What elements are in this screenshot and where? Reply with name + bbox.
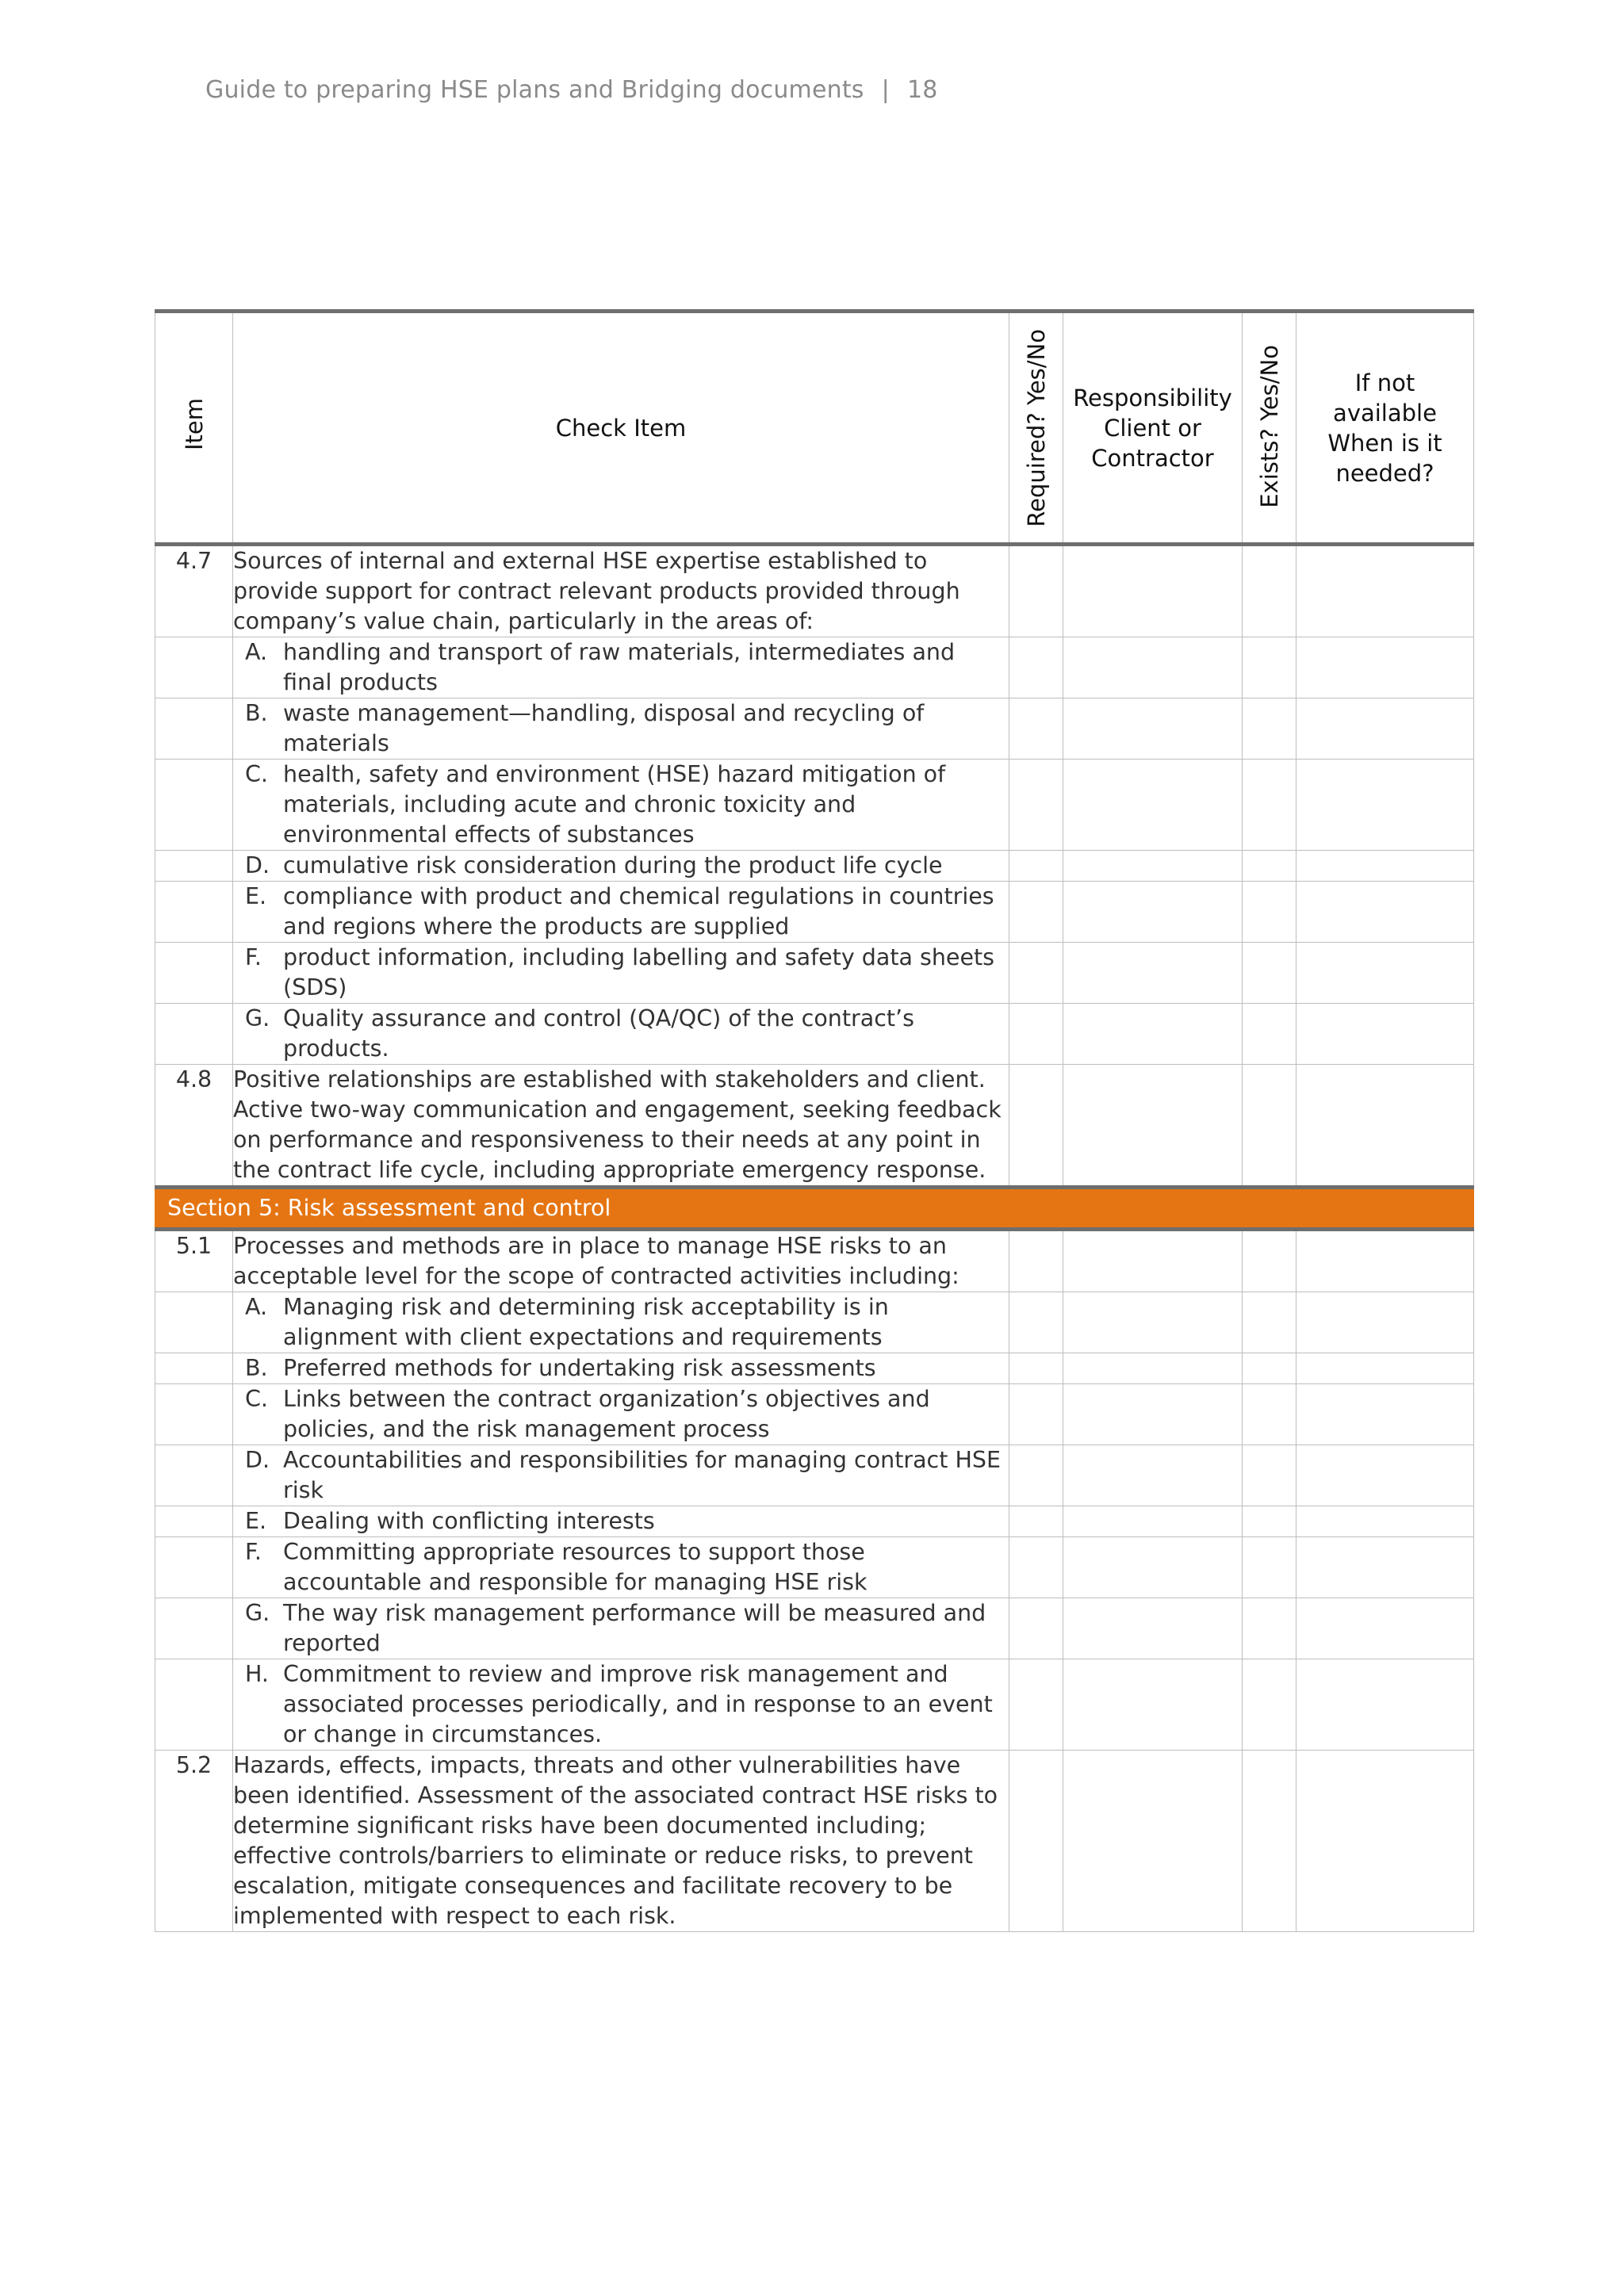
item-number xyxy=(155,1004,233,1065)
exists-cell[interactable] xyxy=(1243,1751,1297,1932)
item-number: 5.1 xyxy=(155,1230,233,1292)
table-row xyxy=(155,1445,1474,1506)
table-row xyxy=(155,1598,1474,1659)
sub-item-letter: B. xyxy=(245,1355,268,1381)
if-not-available-cell[interactable] xyxy=(1297,1353,1474,1384)
required-cell[interactable] xyxy=(1009,1004,1063,1065)
column-header-check-item: Check Item xyxy=(233,312,1009,545)
table-row xyxy=(155,1537,1474,1598)
check-sub-item xyxy=(233,1537,1009,1598)
required-cell[interactable] xyxy=(1009,1292,1063,1353)
required-cell[interactable] xyxy=(1009,1506,1063,1537)
required-cell[interactable] xyxy=(1009,1445,1063,1506)
item-number xyxy=(155,1598,233,1659)
responsibility-cell[interactable] xyxy=(1063,1751,1243,1932)
sub-item-text: compliance with product and chemical regulations in countries and regions where the products are supplied xyxy=(283,883,994,939)
running-header xyxy=(205,76,938,104)
responsibility-cell[interactable] xyxy=(1063,1353,1243,1384)
responsibility-cell[interactable] xyxy=(1063,637,1243,698)
exists-cell[interactable] xyxy=(1243,1659,1297,1751)
sub-item-text: health, safety and environment (HSE) hazard mitigation of materials, including acute and chronic toxicity and environmental effects of substances xyxy=(283,761,946,848)
sub-item-text: Quality assurance and control (QA/QC) of the contract’s products. xyxy=(283,1005,914,1062)
if-not-available-cell[interactable] xyxy=(1297,545,1474,637)
section-5-band xyxy=(155,1188,1474,1230)
sub-item-text: handling and transport of raw materials, intermediates and final products xyxy=(283,639,956,695)
sub-item-letter: A. xyxy=(245,639,268,665)
check-sub-item xyxy=(233,1353,1009,1384)
section-4-rows xyxy=(155,545,1474,1932)
item-number: 4.7 xyxy=(155,545,233,637)
responsibility-cell[interactable] xyxy=(1063,1598,1243,1659)
sub-item-letter: E. xyxy=(245,883,267,909)
check-sub-item xyxy=(233,1506,1009,1537)
column-header-if-not-available: If not available When is it needed? xyxy=(1297,312,1474,545)
item-number xyxy=(155,637,233,698)
item-number xyxy=(155,760,233,851)
exists-cell[interactable] xyxy=(1243,851,1297,882)
sub-item-letter: F. xyxy=(245,944,262,970)
exists-cell[interactable] xyxy=(1243,882,1297,943)
column-header-required: Required? Yes/No xyxy=(1009,312,1063,545)
check-sub-item xyxy=(233,1004,1009,1065)
sub-item-text: product information, including labelling and safety data sheets (SDS) xyxy=(283,944,995,1001)
required-cell[interactable] xyxy=(1009,1659,1063,1751)
required-cell[interactable] xyxy=(1009,1537,1063,1598)
table-row xyxy=(155,943,1474,1004)
exists-cell[interactable] xyxy=(1243,1598,1297,1659)
sub-item-letter: H. xyxy=(245,1661,269,1687)
required-cell[interactable] xyxy=(1009,1230,1063,1292)
responsibility-cell[interactable] xyxy=(1063,943,1243,1004)
table-row xyxy=(155,1353,1474,1384)
sub-item-letter: D. xyxy=(245,852,270,878)
table-row xyxy=(155,1659,1474,1751)
check-sub-item xyxy=(233,1445,1009,1506)
responsibility-cell[interactable] xyxy=(1063,851,1243,882)
exists-cell[interactable] xyxy=(1243,1537,1297,1598)
if-not-available-cell[interactable] xyxy=(1297,760,1474,851)
required-cell[interactable] xyxy=(1009,882,1063,943)
if-not-available-cell[interactable] xyxy=(1297,943,1474,1004)
responsibility-cell[interactable] xyxy=(1063,545,1243,637)
check-sub-item xyxy=(233,1598,1009,1659)
responsibility-cell[interactable] xyxy=(1063,698,1243,760)
table-row xyxy=(155,1751,1474,1932)
check-sub-item xyxy=(233,637,1009,698)
required-cell[interactable] xyxy=(1009,1065,1063,1188)
check-sub-item xyxy=(233,851,1009,882)
sub-item-letter: C. xyxy=(245,761,268,787)
sub-item-letter: B. xyxy=(245,700,268,726)
if-not-available-cell[interactable] xyxy=(1297,1384,1474,1445)
if-not-available-cell[interactable] xyxy=(1297,1004,1474,1065)
if-not-available-cell[interactable] xyxy=(1297,1537,1474,1598)
exists-cell[interactable] xyxy=(1243,1004,1297,1065)
required-cell[interactable] xyxy=(1009,1353,1063,1384)
sub-item-text: cumulative risk consideration during the product life cycle xyxy=(283,852,943,878)
responsibility-cell[interactable] xyxy=(1063,1537,1243,1598)
exists-cell[interactable] xyxy=(1243,943,1297,1004)
column-header-responsibility: Responsibility Client or Contractor xyxy=(1063,312,1243,545)
responsibility-cell[interactable] xyxy=(1063,1004,1243,1065)
if-not-available-cell[interactable] xyxy=(1297,1751,1474,1932)
responsibility-cell[interactable] xyxy=(1063,1384,1243,1445)
exists-cell[interactable] xyxy=(1243,1065,1297,1188)
sub-item-letter: A. xyxy=(245,1294,268,1320)
sub-item-text: Dealing with conflicting interests xyxy=(283,1508,655,1534)
exists-cell[interactable] xyxy=(1243,1353,1297,1384)
item-number xyxy=(155,943,233,1004)
item-number xyxy=(155,882,233,943)
required-cell[interactable] xyxy=(1009,1751,1063,1932)
check-sub-item xyxy=(233,1659,1009,1751)
table-header-row xyxy=(155,312,1474,545)
section-5-title: Section 5: Risk assessment and control xyxy=(155,1188,1474,1230)
item-number xyxy=(155,698,233,760)
sub-item-letter: F. xyxy=(245,1539,262,1565)
check-sub-item xyxy=(233,1292,1009,1353)
sub-item-letter: G. xyxy=(245,1005,270,1031)
if-not-available-cell[interactable] xyxy=(1297,882,1474,943)
sub-item-text: Preferred methods for undertaking risk assessments xyxy=(283,1355,876,1381)
table-row xyxy=(155,698,1474,760)
table-row xyxy=(155,1004,1474,1065)
exists-cell[interactable] xyxy=(1243,1292,1297,1353)
required-cell[interactable] xyxy=(1009,760,1063,851)
check-item: Hazards, effects, impacts, threats and other vulnerabilities have been identified. Assessment of the associated contract HSE risks to determine significant risks have been documented including; effective controls/barriers to eliminate or reduce risks, to prevent escalation, mitigate consequences and facilitate recovery to be implemented with respect to each risk. xyxy=(233,1751,1009,1932)
sub-item-text: Committing appropriate resources to support those accountable and responsible for managing HSE risk xyxy=(283,1539,868,1595)
sub-item-letter: E. xyxy=(245,1508,267,1534)
sub-item-text: The way risk management performance will be measured and reported xyxy=(283,1600,986,1656)
item-number xyxy=(155,1353,233,1384)
sub-item-letter: C. xyxy=(245,1386,268,1412)
responsibility-cell[interactable] xyxy=(1063,1445,1243,1506)
item-number xyxy=(155,1384,233,1445)
if-not-available-cell[interactable] xyxy=(1297,637,1474,698)
responsibility-cell[interactable] xyxy=(1063,760,1243,851)
responsibility-cell[interactable] xyxy=(1063,1506,1243,1537)
item-number xyxy=(155,851,233,882)
responsibility-cell[interactable] xyxy=(1063,1230,1243,1292)
table-row xyxy=(155,545,1474,637)
if-not-available-cell[interactable] xyxy=(1297,1598,1474,1659)
table-row xyxy=(155,1230,1474,1292)
check-sub-item xyxy=(233,1384,1009,1445)
item-number xyxy=(155,1659,233,1751)
check-item: Positive relationships are established with stakeholders and client. Active two-way communication and engagement, seeking feedback on performance and responsiveness to their needs at any point in the contract life cycle, including appropriate emergency response. xyxy=(233,1065,1009,1188)
check-sub-item xyxy=(233,698,1009,760)
required-cell[interactable] xyxy=(1009,545,1063,637)
sub-item-text: Commitment to review and improve risk management and associated processes periodically, and in response to an event or change in circumstances. xyxy=(283,1661,993,1747)
exists-cell[interactable] xyxy=(1243,698,1297,760)
sub-item-letter: G. xyxy=(245,1600,270,1626)
item-number xyxy=(155,1292,233,1353)
if-not-available-cell[interactable] xyxy=(1297,1445,1474,1506)
sub-item-text: waste management—handling, disposal and recycling of materials xyxy=(283,700,925,756)
exists-cell[interactable] xyxy=(1243,760,1297,851)
hse-checklist-table xyxy=(155,309,1474,1932)
sub-item-text: Managing risk and determining risk acceptability is in alignment with client expectations and requirements xyxy=(283,1294,889,1350)
responsibility-cell[interactable] xyxy=(1063,1292,1243,1353)
item-number: 4.8 xyxy=(155,1065,233,1188)
required-cell[interactable] xyxy=(1009,851,1063,882)
item-number xyxy=(155,1445,233,1506)
exists-cell[interactable] xyxy=(1243,1445,1297,1506)
table-row xyxy=(155,882,1474,943)
exists-cell[interactable] xyxy=(1243,1506,1297,1537)
exists-cell[interactable] xyxy=(1243,545,1297,637)
responsibility-cell[interactable] xyxy=(1063,1659,1243,1751)
required-cell[interactable] xyxy=(1009,1384,1063,1445)
if-not-available-cell[interactable] xyxy=(1297,1659,1474,1751)
table-row xyxy=(155,1292,1474,1353)
required-cell[interactable] xyxy=(1009,637,1063,698)
table-row xyxy=(155,1506,1474,1537)
exists-cell[interactable] xyxy=(1243,637,1297,698)
if-not-available-cell[interactable] xyxy=(1297,1065,1474,1188)
sub-item-text: Links between the contract organization’s objectives and policies, and the risk management process xyxy=(283,1386,930,1442)
header-separator: | xyxy=(881,76,890,104)
column-header-item: Item xyxy=(155,312,233,545)
if-not-available-cell[interactable] xyxy=(1297,698,1474,760)
check-sub-item xyxy=(233,943,1009,1004)
table-row xyxy=(155,851,1474,882)
required-cell[interactable] xyxy=(1009,698,1063,760)
check-sub-item xyxy=(233,760,1009,851)
required-cell[interactable] xyxy=(1009,943,1063,1004)
if-not-available-cell[interactable] xyxy=(1297,851,1474,882)
document-title: Guide to preparing HSE plans and Bridging documents xyxy=(205,76,864,104)
exists-cell[interactable] xyxy=(1243,1230,1297,1292)
check-sub-item xyxy=(233,882,1009,943)
column-header-exists: Exists? Yes/No xyxy=(1243,312,1297,545)
responsibility-cell[interactable] xyxy=(1063,882,1243,943)
item-number: 5.2 xyxy=(155,1751,233,1932)
if-not-available-cell[interactable] xyxy=(1297,1230,1474,1292)
table-row xyxy=(155,760,1474,851)
table-row xyxy=(155,1384,1474,1445)
exists-cell[interactable] xyxy=(1243,1384,1297,1445)
if-not-available-cell[interactable] xyxy=(1297,1292,1474,1353)
item-number xyxy=(155,1506,233,1537)
table-row xyxy=(155,1065,1474,1188)
item-number xyxy=(155,1537,233,1598)
if-not-available-cell[interactable] xyxy=(1297,1506,1474,1537)
sub-item-letter: D. xyxy=(245,1447,270,1473)
check-item: Sources of internal and external HSE expertise established to provide support for contract relevant products provided through company’s value chain, particularly in the areas of: xyxy=(233,545,1009,637)
sub-item-text: Accountabilities and responsibilities for managing contract HSE risk xyxy=(283,1447,1001,1503)
required-cell[interactable] xyxy=(1009,1598,1063,1659)
table-row xyxy=(155,637,1474,698)
check-item: Processes and methods are in place to manage HSE risks to an acceptable level for the scope of contracted activities including: xyxy=(233,1230,1009,1292)
responsibility-cell[interactable] xyxy=(1063,1065,1243,1188)
page-number: 18 xyxy=(906,76,938,104)
